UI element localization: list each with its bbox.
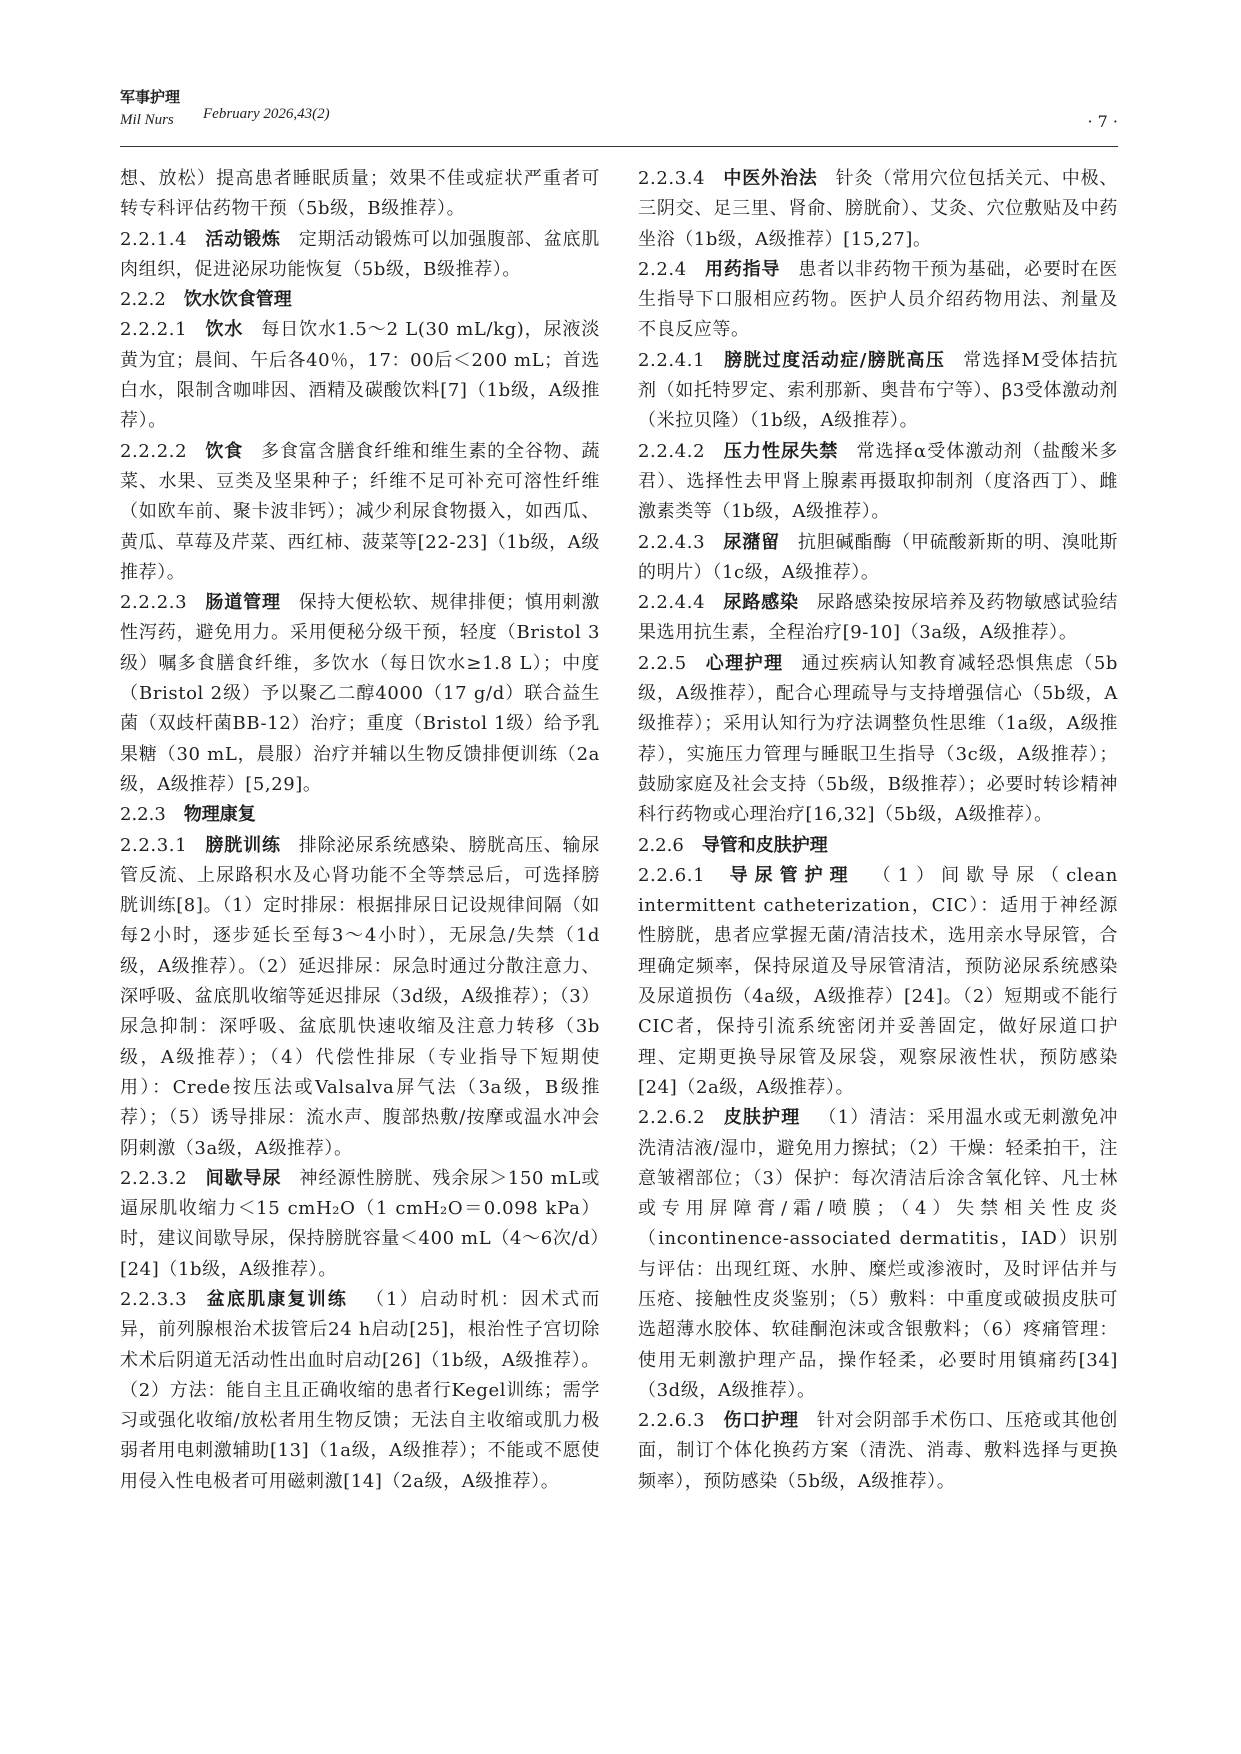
section-number: 2.2.6.3 xyxy=(638,1410,706,1432)
section-number: 2.2.6.1 xyxy=(638,864,706,886)
section-title: 膀胱训练 xyxy=(205,834,281,856)
section-title: 中医外治法 xyxy=(723,168,818,189)
section-number: 2.2.4 xyxy=(638,258,687,280)
section-title: 饮水 xyxy=(205,319,244,341)
section-text: 尿路感染按尿培养及药物敏感试验结果选用抗生素，全程治疗[9-10]（3a级，A级推荐）。 xyxy=(638,592,1118,644)
page-header xyxy=(120,84,1118,144)
section-number: 2.2.3.2 xyxy=(120,1167,188,1189)
section-number: 2.2.3.4 xyxy=(638,168,706,189)
section-number: 2.2.2.3 xyxy=(120,592,188,614)
section-title: 伤口护理 xyxy=(723,1410,799,1432)
section-number: 2.2.2.2 xyxy=(120,440,188,462)
section-title: 饮水饮食管理 xyxy=(183,289,292,311)
header-rule xyxy=(120,146,1118,147)
section-text: 抗胆碱酯酶（甲硫酸新斯的明、溴吡斯的明片）（1c级，A级推荐）。 xyxy=(638,531,1118,583)
section-text: 针对会阴部手术伤口、压疮或其他创面，制订个体化换药方案（清洗、消毒、敷料选择与更换频率），预防感染（5b级，A级推荐）。 xyxy=(638,1410,1118,1492)
section-paragraph xyxy=(638,528,1118,589)
section-number: 2.2.4.3 xyxy=(638,531,706,553)
section-title: 用药指导 xyxy=(704,258,781,280)
section-paragraph xyxy=(638,164,1118,255)
page-number: · 7 · xyxy=(1087,112,1118,131)
section-text: 通过疾病认知教育减轻恐惧焦虑（5b级，A级推荐），配合心理疏导与支持增强信心（5b级，A级推荐）；采用认知行为疗法调整负性思维（1a级，A级推荐），实施压力管理与睡眠卫生指导（3c级，A级推荐）；鼓励家庭及社会支持（5b级，B级推荐）；必要时转诊精神科行药物或心理治疗[16,32]（5b级，A级推荐）。 xyxy=(638,652,1118,826)
section-text: （1）清洁：采用温水或无刺激免冲洗清洁液/湿巾，避免用力擦拭；（2）干燥：轻柔拍干，注意皱褶部位；（3）保护：每次清洁后涂含氧化锌、凡士林或专用屏障膏/霜/喷膜；（4）失禁相关性皮炎（incontinence-associated dermatitis，IAD）识别与评估：出现红斑、水肿、糜烂或渗液时，及时评估并与压疮、接触性皮炎鉴别；（5）敷料：中重度或破损皮肤可选超薄水胶体、软硅酮泡沫或含银敷料；（6）疼痛管理：使用无刺激护理产品，操作轻柔，必要时用镇痛药[34]（3d级，A级推荐）。 xyxy=(638,1107,1118,1401)
section-number: 2.2.4.4 xyxy=(638,592,706,614)
section-heading xyxy=(120,285,600,315)
section-text: 患者以非药物干预为基础，必要时在医生指导下口服相应药物。医护人员介绍药物用法、剂量及不良反应等。 xyxy=(638,258,1118,341)
issue-info: February 2026,43(2) xyxy=(203,106,330,122)
section-paragraph xyxy=(638,861,1118,1103)
section-paragraph xyxy=(638,346,1118,437)
section-number: 2.2.4.2 xyxy=(638,440,706,462)
section-number: 2.2.6.2 xyxy=(638,1107,706,1129)
section-title: 尿路感染 xyxy=(723,592,799,614)
section-number: 2.2.6 xyxy=(638,834,684,856)
section-paragraph xyxy=(120,437,600,588)
section-number: 2.2.5 xyxy=(638,652,687,674)
section-paragraph xyxy=(120,588,600,800)
section-number: 2.2.4.1 xyxy=(638,349,706,371)
section-number: 2.2.3 xyxy=(120,804,166,826)
section-paragraph xyxy=(638,649,1118,831)
section-paragraph xyxy=(120,1164,600,1285)
section-paragraph xyxy=(120,225,600,286)
section-text: 排除泌尿系统感染、膀胱高压、输尿管反流、上尿路积水及心肾功能不全等禁忌后，可选择膀胱训练[8]。（1）定时排尿：根据排尿日记设规律间隔（如每2小时，逐步延长至每3～4小时），无尿急/失禁（1d级，A级推荐）。（2）延迟排尿：尿急时通过分散注意力、深呼吸、盆底肌收缩等延迟排尿（3d级，A级推荐）；（3）尿急抑制：深呼吸、盆底肌快速收缩及注意力转移（3b级，A级推荐）；（4）代偿性排尿（专业指导下短期使用）：Crede按压法或Valsalva屏气法（3a级，B级推荐）；（5）诱导排尿：流水声、腹部热敷/按摩或温水冲会阴刺激（3a级，A级推荐）。 xyxy=(120,834,600,1159)
section-number: 2.2.2 xyxy=(120,289,166,311)
left-column xyxy=(120,164,600,1497)
section-paragraph xyxy=(638,588,1118,649)
section-title: 尿潴留 xyxy=(723,531,780,553)
section-title: 活动锻炼 xyxy=(205,228,281,250)
section-number: 2.2.2.1 xyxy=(120,319,188,341)
section-heading xyxy=(638,831,1118,861)
section-text: （1）启动时机：因术式而异，前列腺根治术拔管后24 h启动[25]，根治性子宫切除术术后阴道无活动性出血时启动[26]（1b级，A级推荐）。（2）方法：能自主且正确收缩的患者行Kegel训练；需学习或强化收缩/放松者用生物反馈；无法自主收缩或肌力极弱者用电刺激辅助[13]（1a级，A级推荐）；不能或不愿使用侵入性电极者可用磁刺激[14]（2a级，A级推荐）。 xyxy=(120,1288,600,1492)
section-title: 导管和皮肤护理 xyxy=(701,834,828,856)
section-number: 2.2.1.4 xyxy=(120,228,188,250)
section-text: 常选择α受体激动剂（盐酸米多君）、选择性去甲肾上腺素再摄取抑制剂（度洛西丁）、雌激素类等（1b级，A级推荐）。 xyxy=(638,440,1118,523)
section-title: 皮肤护理 xyxy=(723,1107,801,1129)
section-paragraph xyxy=(120,831,600,1164)
section-title: 盆底肌康复训练 xyxy=(205,1288,348,1310)
section-title: 肠道管理 xyxy=(205,592,281,614)
section-title: 膀胱过度活动症/膀胱高压 xyxy=(723,349,946,371)
section-paragraph xyxy=(638,437,1118,528)
section-heading xyxy=(120,800,600,830)
section-text: 每日饮水1.5～2 L(30 mL/kg)，尿液淡黄为宜；晨间、午后各40％，17：00后＜200 mL；首选白水，限制含咖啡因、酒精及碳酸饮料[7]（1b级，A级推荐）。 xyxy=(120,319,600,432)
section-title: 物理康复 xyxy=(183,804,256,826)
section-paragraph xyxy=(638,1103,1118,1406)
section-title: 压力性尿失禁 xyxy=(723,440,839,462)
section-text: 针灸（常用穴位包括关元、中极、三阴交、足三里、肾俞、膀胱俞）、艾灸、穴位敷贴及中药坐浴（1b级，A级推荐）[15,27]。 xyxy=(638,168,1119,250)
section-paragraph xyxy=(120,164,600,225)
section-text: 定期活动锻炼可以加强腹部、盆底肌肉组织，促进泌尿功能恢复（5b级，B级推荐）。 xyxy=(120,228,600,280)
section-title: 导尿管护理 xyxy=(723,864,855,886)
section-text: 保持大便松软、规律排便；慎用刺激性泻药，避免用力。采用便秘分级干预，轻度（Bristol 3级）嘱多食膳食纤维，多饮水（每日饮水≥1.8 L）；中度（Bristol 2级）予以聚乙二醇4000（17 g/d）联合益生菌（双歧杆菌BB-12）治疗；重度（Bristol 1级）给予乳果糖（30 mL，晨服）治疗并辅以生物反馈排便训练（2a级，A级推荐）[5,29]。 xyxy=(120,592,600,795)
right-column xyxy=(638,164,1118,1497)
section-title: 间歇导尿 xyxy=(205,1167,282,1189)
section-text: 常选择M受体拮抗剂（如托特罗定、索利那新、奥昔布宁等）、β3受体激动剂（米拉贝隆）（1b级，A级推荐）。 xyxy=(638,349,1118,432)
section-paragraph xyxy=(638,1406,1118,1497)
section-paragraph xyxy=(638,255,1118,346)
section-text: （1）间歇导尿（clean intermittent catheterization，CIC）：适用于神经源性膀胱，患者应掌握无菌/清洁技术，选用亲水导尿管，合理确定频率，保持尿道及导尿管清洁，预防泌尿系统感染及尿道损伤（4a级，A级推荐）[24]。（2）短期或不能行CIC者，保持引流系统密闭并妥善固定，做好尿道口护理、定期更换导尿管及尿袋，观察尿液性状，预防感染[24]（2a级，A级推荐）。 xyxy=(638,864,1118,1098)
section-text: 多食富含膳食纤维和维生素的全谷物、蔬菜、水果、豆类及坚果种子；纤维不足可补充可溶性纤维（如欧车前、聚卡波非钙）；减少利尿食物摄入，如西瓜、黄瓜、草莓及芹菜、西红柿、菠菜等[22-23]（1b级，A级推荐）。 xyxy=(120,440,600,583)
section-text: 神经源性膀胱、残余尿＞150 mL或逼尿肌收缩力＜15 cmH₂O（1 cmH₂O＝0.098 kPa）时，建议间歇导尿，保持膀胱容量＜400 mL（4～6次/d）[24]（1b级，A级推荐）。 xyxy=(120,1167,600,1280)
journal-title-en: Mil Nurs xyxy=(120,112,174,128)
section-paragraph xyxy=(120,315,600,436)
section-number: 2.2.3.3 xyxy=(120,1288,188,1310)
journal-title-cn: 军事护理 xyxy=(120,88,181,106)
section-number: 2.2.3.1 xyxy=(120,834,188,856)
section-paragraph xyxy=(120,1285,600,1497)
section-title: 心理护理 xyxy=(704,652,784,674)
section-text: 想、放松）提高患者睡眠质量；效果不佳或症状严重者可转专科评估药物干预（5b级，B级推荐）。 xyxy=(120,168,600,220)
section-title: 饮食 xyxy=(205,440,244,462)
